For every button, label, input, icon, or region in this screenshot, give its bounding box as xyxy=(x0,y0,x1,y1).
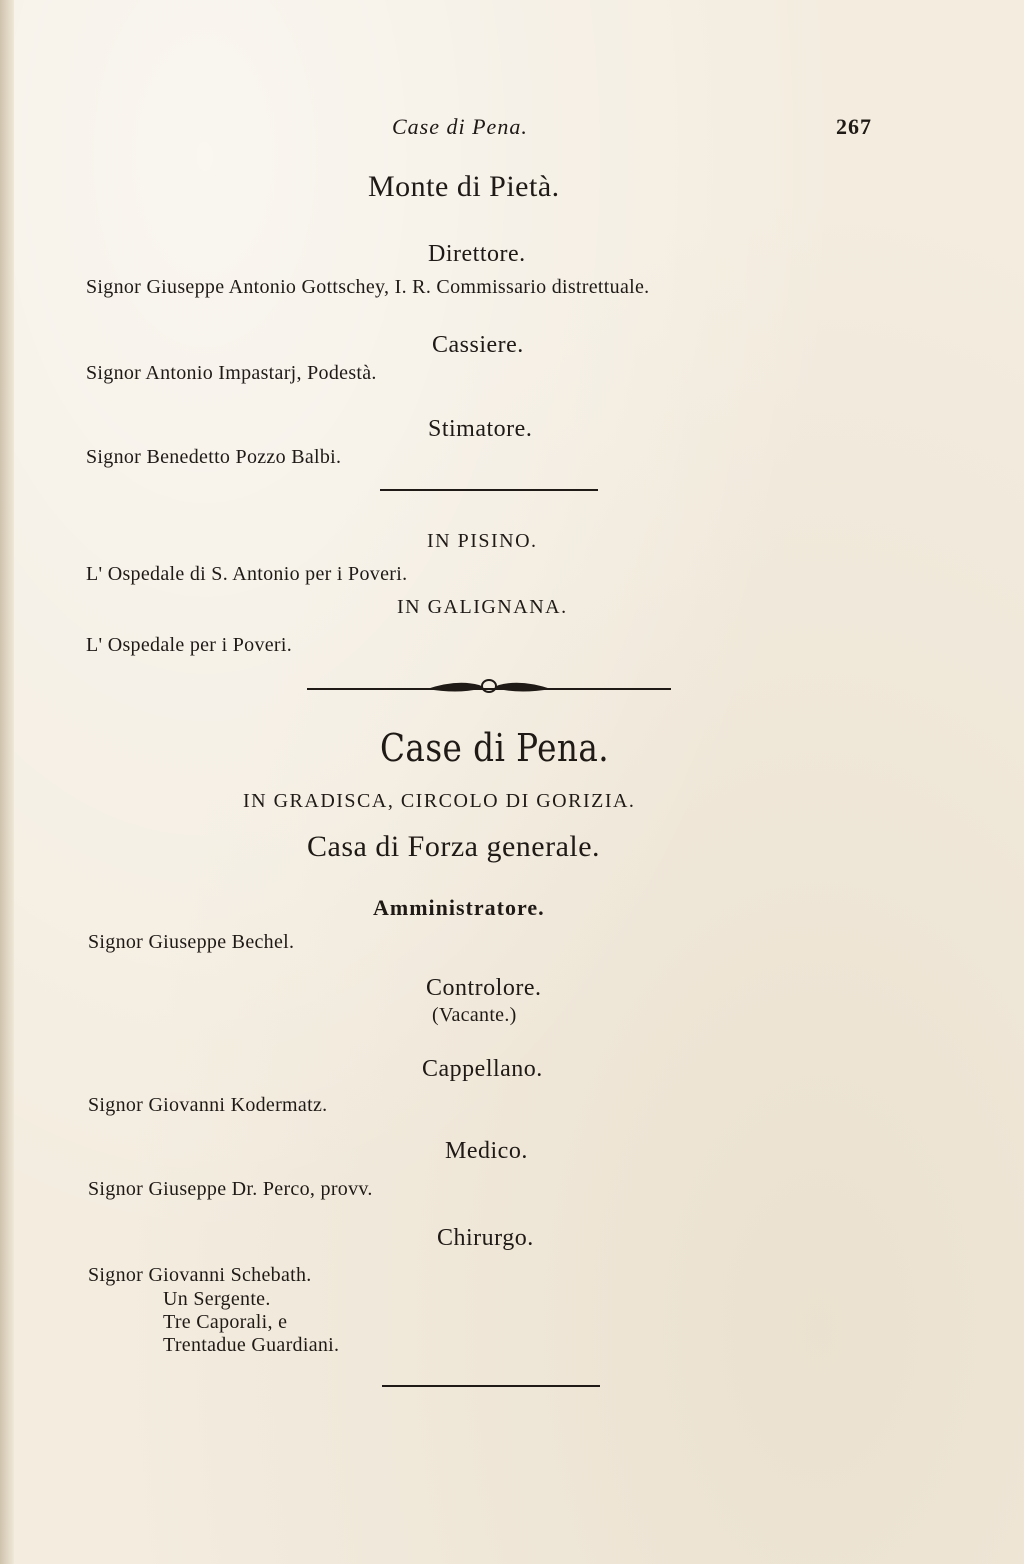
case-pena-title: Case di Pena. xyxy=(380,726,610,770)
amministratore-name: Signor Giuseppe Bechel. xyxy=(88,931,295,953)
running-title: Case di Pena. xyxy=(392,114,528,139)
cassiere-name: Signor Antonio Impastarj, Podestà. xyxy=(86,362,377,384)
amministratore-heading: Amministratore. xyxy=(373,895,545,920)
controlore-vacant-note: (Vacante.) xyxy=(432,1004,517,1026)
cappellano-name: Signor Giovanni Kodermatz. xyxy=(88,1094,328,1116)
casa-forza-subtitle: Casa di Forza generale. xyxy=(307,830,601,863)
closing-divider xyxy=(382,1385,600,1387)
galignana-entry: L' Ospedale per i Poveri. xyxy=(86,634,293,656)
direttore-heading: Direttore. xyxy=(428,241,526,267)
medico-name: Signor Giuseppe Dr. Perco, provv. xyxy=(88,1178,373,1200)
monte-title: Monte di Pietà. xyxy=(368,170,560,203)
stimatore-heading: Stimatore. xyxy=(428,416,533,442)
cappellano-heading: Cappellano. xyxy=(422,1056,543,1082)
pisino-entry: L' Ospedale di S. Antonio per i Poveri. xyxy=(86,563,408,585)
staff-guardiani: Trentadue Guardiani. xyxy=(163,1334,340,1356)
medico-heading: Medico. xyxy=(445,1138,528,1164)
controlore-heading: Controlore. xyxy=(426,975,542,1001)
chirurgo-name: Signor Giovanni Schebath. xyxy=(88,1264,312,1286)
direttore-name: Signor Giuseppe Antonio Gottschey, I. R. Commissario distrettuale. xyxy=(86,276,650,298)
galignana-heading: IN GALIGNANA. xyxy=(397,596,568,618)
stimatore-name: Signor Benedetto Pozzo Balbi. xyxy=(86,446,342,468)
ornamental-divider-icon xyxy=(307,674,671,696)
pisino-heading: IN PISINO. xyxy=(427,530,538,552)
staff-sergente: Un Sergente. xyxy=(163,1288,271,1310)
page-gutter-shadow xyxy=(0,0,14,1564)
location-heading: IN GRADISCA, CIRCOLO DI GORIZIA. xyxy=(243,790,636,812)
page-number: 267 xyxy=(836,114,872,139)
cassiere-heading: Cassiere. xyxy=(432,332,524,358)
staff-caporali: Tre Caporali, e xyxy=(163,1311,288,1333)
section-divider xyxy=(380,489,598,491)
chirurgo-heading: Chirurgo. xyxy=(437,1225,534,1251)
